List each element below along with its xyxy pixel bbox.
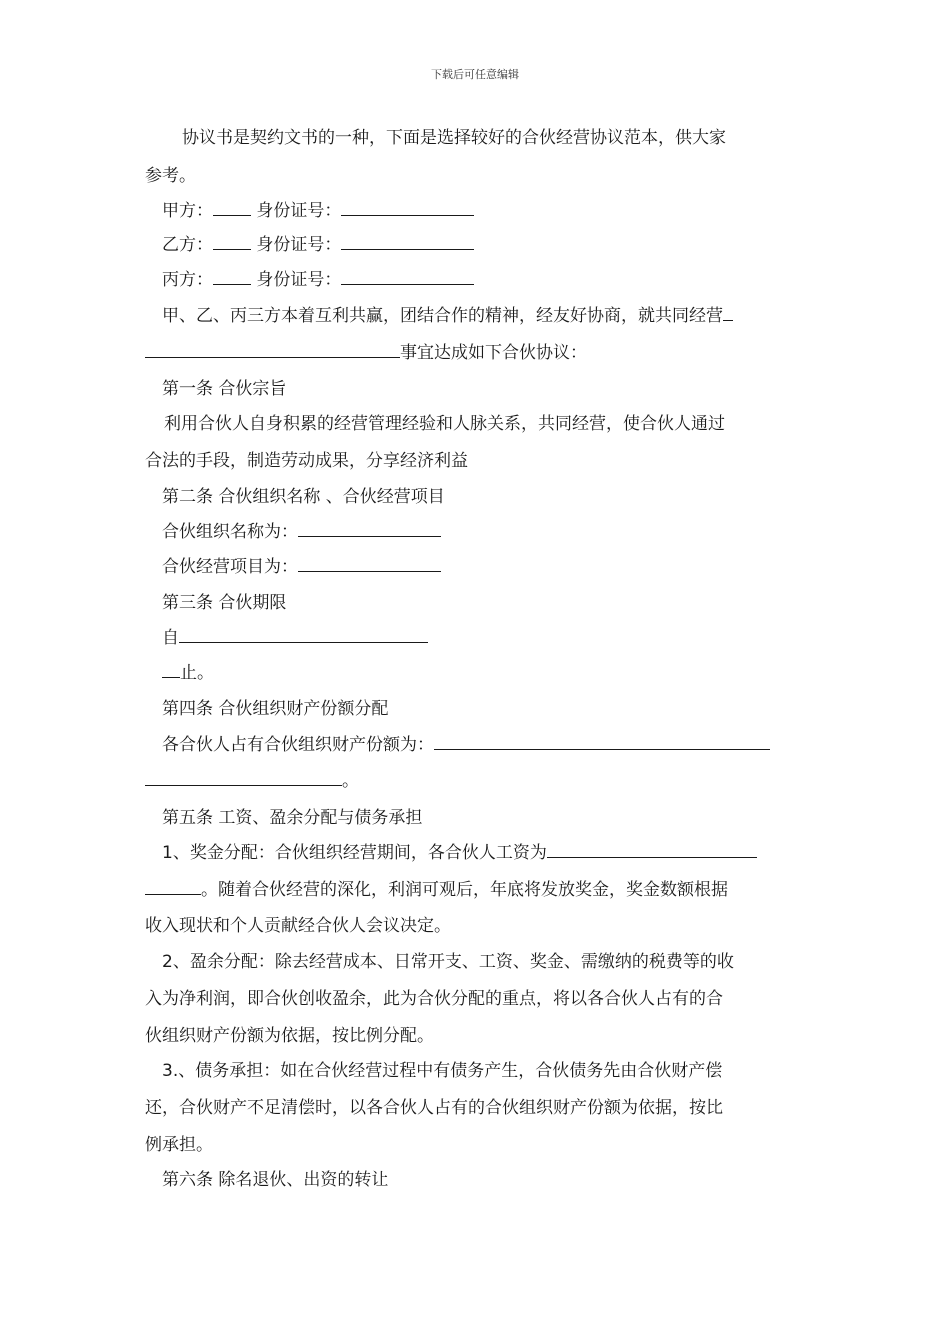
share-label: 各合伙人占有合伙组织财产份额为：	[162, 735, 434, 755]
intro-line-1: 协议书是契约文书的一种，下面是选择较好的合伙经营协议范本，供大家	[182, 128, 726, 148]
article-5-item-2-line-1: 2、盈余分配：除去经营成本、日常开支、工资、奖金、需缴纳的税费等的收	[162, 952, 734, 972]
party-b-label: 乙方：	[162, 235, 213, 255]
article-1-para-2: 合法的手段，制造劳动成果，分享经济利益	[145, 451, 468, 471]
share-blank-2	[145, 769, 342, 786]
preamble-text-1: 甲、乙、丙三方本着互利共赢，团结合作的精神，经友好协商，就共同经营	[162, 306, 723, 326]
party-c-id-blank	[341, 268, 474, 285]
party-b-name-blank	[213, 233, 251, 250]
salary-blank-2	[145, 878, 201, 895]
party-a-name-blank	[213, 199, 251, 216]
party-a-label: 甲方：	[162, 201, 213, 221]
term-from-label: 自	[162, 628, 179, 648]
article-2-project-line	[162, 555, 950, 579]
share-end: 。	[342, 771, 359, 791]
article-3-to-line	[162, 661, 950, 685]
party-a-line	[162, 199, 950, 223]
article-4-title: 第四条 合伙组织财产份额分配	[162, 699, 389, 719]
org-name-label: 合伙组织名称为：	[162, 522, 298, 542]
preamble-blank-2	[145, 341, 400, 358]
party-a-id-blank	[341, 199, 474, 216]
party-c-line	[162, 268, 950, 292]
article-5-item-1-line-1	[162, 841, 950, 865]
preamble-line-2	[145, 341, 950, 365]
party-c-label: 丙方：	[162, 270, 213, 290]
project-label: 合伙经营项目为：	[162, 557, 298, 577]
article-3-from-line	[162, 626, 950, 650]
party-b-id-blank	[341, 233, 474, 250]
article-4-para-2	[145, 769, 950, 793]
article-5-title: 第五条 工资、盈余分配与债务承担	[162, 808, 423, 828]
party-c-name-blank	[213, 268, 251, 285]
article-1-title: 第一条 合伙宗旨	[162, 379, 287, 399]
bonus-text-2: 。随着合伙经营的深化，利润可观后，年底将发放奖金，奖金数额根据	[201, 880, 728, 900]
article-2-title: 第二条 合伙组织名称 、合伙经营项目	[162, 487, 445, 507]
party-b-line	[162, 233, 950, 257]
preamble-line-1	[162, 304, 950, 328]
article-6-title: 第六条 除名退伙、出资的转让	[162, 1170, 389, 1190]
term-from-blank	[179, 626, 428, 643]
article-2-name-line	[162, 520, 950, 544]
term-to-blank	[162, 661, 180, 678]
party-a-id-label: 身份证号：	[256, 201, 342, 221]
article-5-item-2-line-2: 入为净利润，即合伙创收盈余，此为合伙分配的重点，将以各合伙人占有的合	[145, 989, 723, 1009]
article-5-item-3-line-3: 例承担。	[145, 1135, 213, 1155]
project-blank	[298, 555, 441, 572]
article-5-item-1-line-3: 收入现状和个人贡献经合伙人会议决定。	[145, 916, 451, 936]
article-1-para-1: 利用合伙人自身积累的经营管理经验和人脉关系，共同经营，使合伙人通过	[164, 414, 725, 434]
article-5-item-3-line-1: 3.、债务承担：如在合伙经营过程中有债务产生，合伙债务先由合伙财产偿	[162, 1061, 723, 1081]
article-5-item-3-line-2: 还，合伙财产不足清偿时，以各合伙人占有的合伙组织财产份额为依据，按比	[145, 1098, 723, 1118]
term-to-label: 止。	[180, 663, 214, 683]
intro-line-2: 参考。	[145, 166, 196, 186]
share-blank-1	[434, 733, 770, 750]
page-header: 下载后可任意编辑	[431, 68, 519, 81]
article-5-item-1-line-2	[145, 878, 950, 902]
preamble-blank-1	[723, 304, 733, 321]
org-name-blank	[298, 520, 441, 537]
preamble-text-2: 事宜达成如下合伙协议：	[400, 343, 587, 363]
salary-blank-1	[547, 841, 757, 858]
party-b-id-label: 身份证号：	[256, 235, 342, 255]
bonus-text-1: 1、奖金分配：合伙组织经营期间，各合伙人工资为	[162, 843, 547, 863]
party-c-id-label: 身份证号：	[256, 270, 342, 290]
article-3-title: 第三条 合伙期限	[162, 593, 287, 613]
article-5-item-2-line-3: 伙组织财产份额为依据，按比例分配。	[145, 1026, 434, 1046]
article-4-para-1	[162, 733, 950, 757]
